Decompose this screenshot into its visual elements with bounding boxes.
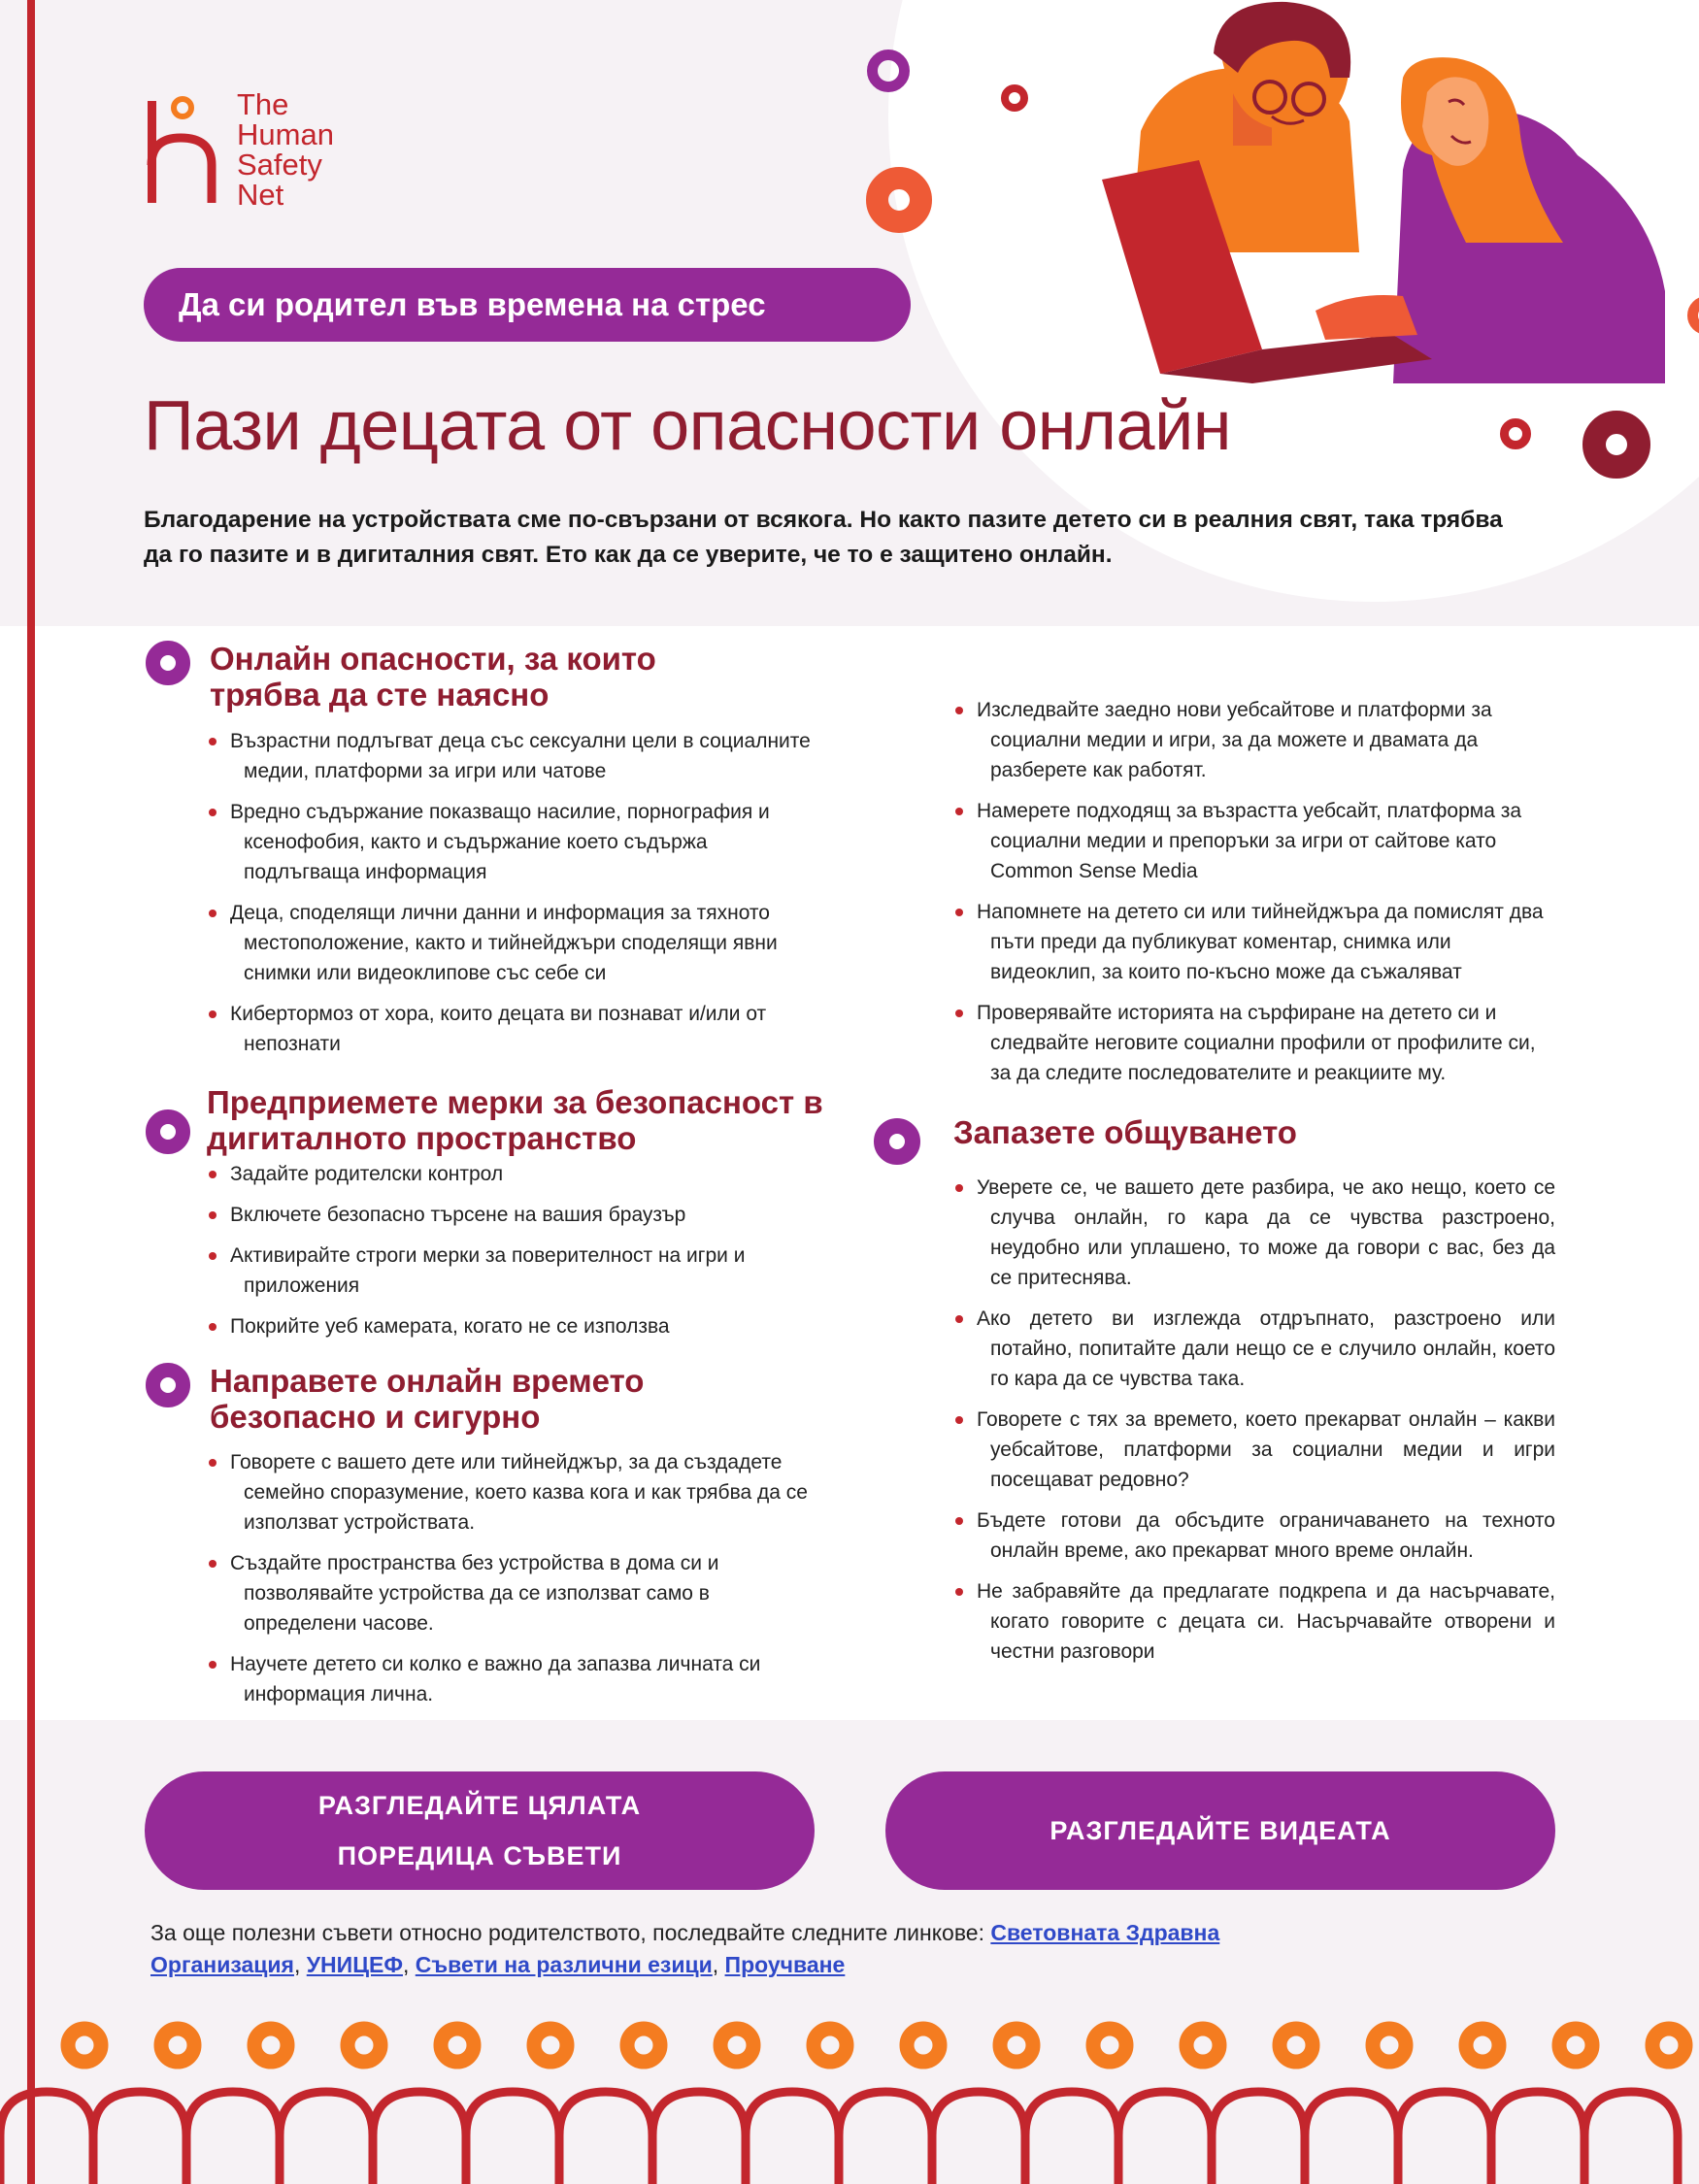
view-videos-button[interactable]: РАЗГЛЕДАЙТЕ ВИДЕАТА: [885, 1771, 1555, 1890]
list-item: Ако детето ви изглежда отдръпнато, разстроено или потайно, попитайте дали нещо се е случило онлайн, което го кара да се чувства така.: [953, 1304, 1555, 1394]
decorative-arches: [0, 2087, 1699, 2184]
communication-list: [953, 1173, 1555, 1677]
decorative-ring: [1001, 84, 1028, 112]
section-ring-icon: [146, 1363, 190, 1407]
link-who[interactable]: Световната Здравна Организация: [150, 1920, 1220, 1977]
view-series-button[interactable]: [145, 1771, 815, 1890]
list-item: Задайте родителски контрол: [207, 1159, 818, 1189]
logo-text: The Human Safety Net: [237, 87, 334, 212]
list-item: Вредно съдържание показващо насилие, порнография и ксенофобия, както и съдържание което съдържа подлъгваща информация: [207, 797, 818, 887]
topic-pill: Да си родител във времена на стрес: [144, 268, 911, 342]
link-languages[interactable]: Съвети на различни езици: [415, 1952, 713, 1977]
decorative-ring: [1582, 411, 1650, 479]
list-item: Говорете с тях за времето, което прекарват онлайн – какви уебсайтове, платформи за социални медии и игри посещават редовно?: [953, 1405, 1555, 1495]
list-item: Изследвайте заедно нови уебсайтове и платформи за социални медии и игри, за да можете и двамата да разберете как работят.: [953, 695, 1555, 785]
list-item: Намерете подходящ за възрастта уебсайт, платформа за социални медии и препоръки за игри от сайтове като Common Sense Media: [953, 796, 1555, 886]
list-item: Възрастни подлъгват деца със сексуални цели в социалните медии, платформи за игри или чатове: [207, 726, 818, 786]
list-item: Активирайте строги мерки за поверителност на игри и приложения: [207, 1241, 818, 1301]
logo-h-icon: [144, 89, 221, 208]
decorative-ring: [866, 167, 932, 233]
intro-paragraph: Благодарение на устройствата сме по-свързани от всякога. Но както пазите детето си в реалния свят, така трябва да го пазите и в дигиталния свят. Ето как да се уверите, че то е защитено онлайн.: [144, 507, 1503, 568]
list-item: Проверявайте историята на сърфиране на детето си и следвайте неговите социални профили от профилите си, за да следите последователите и реакциите му.: [953, 998, 1555, 1088]
list-item: Бъдете готови да обсъдите ограничаването на техното онлайн време, ако прекарват много време онлайн.: [953, 1506, 1555, 1566]
measures-list: [207, 1159, 818, 1352]
list-item: Кибертормоз от хора, които децата ви познават и/или от непознати: [207, 999, 818, 1059]
button-label-line: РАЗГЛЕДАЙТЕ ЦЯЛАТА: [317, 1791, 642, 1820]
list-item: Не забравяйте да предлагате подкрепа и да насърчавате, когато говорите с децата си. Насърчавайте отворени и честни разговори: [953, 1576, 1555, 1667]
footer-links-text: За още полезни съвети относно родителството, последвайте следните линкове: Световната Здравна Организация, УНИЦЕФ, Съвети на различни езици, Проучване: [150, 1920, 1220, 1977]
decorative-ring-row: [0, 2017, 1699, 2073]
section-title-safe-time: Направете онлайн времето безопасно и сигурно: [210, 1363, 645, 1435]
decorative-ring: [1500, 418, 1531, 449]
explore-tips-list: [953, 695, 1555, 1099]
list-item: Говорете с вашето дете или тийнейджър, за да създадете семейно споразумение, което казва кога и как трябва да се използват устройствата.: [207, 1447, 828, 1538]
safe-time-list: [207, 1447, 828, 1720]
list-item: Деца, споделящи лични данни и информация за тяхното местоположение, както и тийнейджъри споделящи явни снимки или видеоклипове със себе си: [207, 898, 818, 988]
list-item: Покрийте уеб камерата, когато не се използва: [207, 1311, 818, 1341]
section-title-communication: Запазете общуването: [953, 1114, 1297, 1150]
list-item: Научете детето си колко е важно да запазва личната си информация лична.: [207, 1649, 828, 1709]
link-unicef[interactable]: УНИЦЕФ: [306, 1952, 403, 1977]
dangers-list: [207, 726, 818, 1070]
list-item: Напомнете на детето си или тийнейджъра да помислят два пъти преди да публикуват коментар, снимка или видеоклип, за които по-късно може да съжаляват: [953, 897, 1555, 987]
button-label-line: ПОРЕДИЦА СЪВЕТИ: [337, 1841, 622, 1870]
section-ring-icon: [146, 641, 190, 685]
section-ring-icon: [874, 1118, 920, 1165]
page-title: Пази децата от опасности онлайн: [144, 387, 1232, 465]
list-item: Създайте пространства без устройства в дома си и позволявайте устройства да се използват само в определени часове.: [207, 1548, 828, 1638]
left-red-line: [27, 0, 35, 2184]
decorative-ring: [867, 50, 910, 92]
link-study[interactable]: Проучване: [724, 1952, 846, 1977]
section-title-measures: Предприемете мерки за безопасност в дигиталното пространство: [207, 1084, 823, 1156]
section-ring-icon: [146, 1109, 190, 1154]
section-title-dangers: Онлайн опасности, за които трябва да сте наясно: [210, 641, 656, 712]
list-item: Включете безопасно търсене на вашия браузър: [207, 1200, 818, 1230]
list-item: Уверете се, че вашето дете разбира, че ако нещо, което се случва онлайн, го кара да се чувства разстроено, неудобно или уплашено, то може да говори с вас, без да се притеснява.: [953, 1173, 1555, 1293]
parents-laptop-illustration: [1083, 0, 1699, 383]
